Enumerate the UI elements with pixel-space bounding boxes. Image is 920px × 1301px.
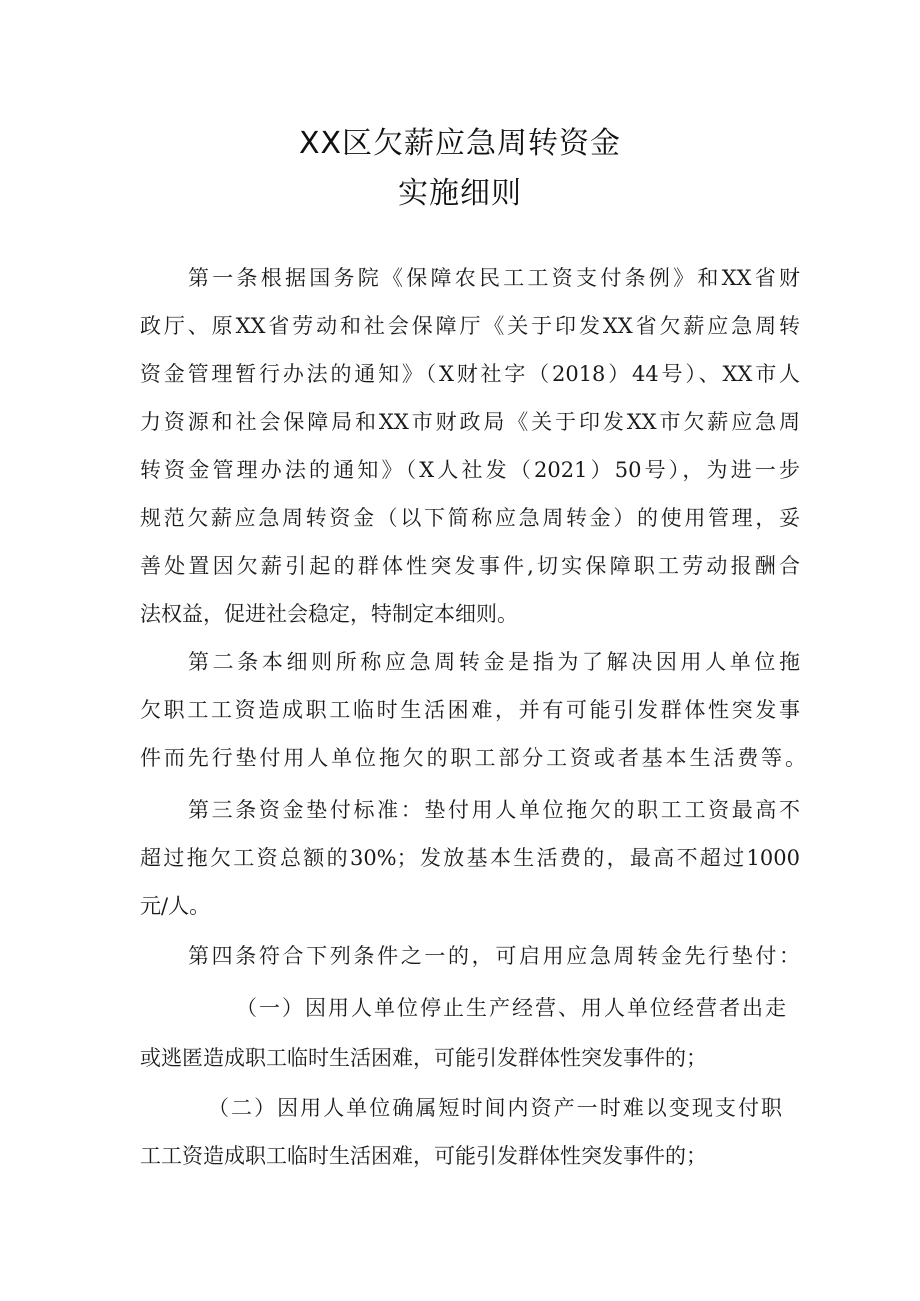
article2-line3: 件而先行垫付用人单位拖欠的职工部分工资或者基本生活费等。 xyxy=(140,746,806,770)
article4-item2-line2: 工工资造成职工临时生活困难，可能引发群体性突发事件的； xyxy=(140,1144,707,1168)
article2-line2: 欠职工工资造成职工临时生活困难，并有可能引发群体性突发事 xyxy=(140,698,800,722)
article1-line1: 第一条根据国务院《保障农民工工资支付条例》和XX省财 xyxy=(188,266,800,290)
article1-line7: 善处置因欠薪引起的群体性突发事件,切实保障职工劳动报酬合 xyxy=(140,554,800,578)
article1-line5: 转资金管理办法的通知》（X人社发（2021）50号），为进一步 xyxy=(140,458,800,482)
article1-line8: 法权益，促进社会稳定，特制定本细则。 xyxy=(140,602,518,626)
article4-item1-line1: （一）因用人单位停止生产经营、用人单位经营者出走 xyxy=(236,996,786,1020)
document-title-line1: XX区欠薪应急周转资金 xyxy=(298,126,622,161)
article1-line2: 政厅、原XX省劳动和社会保障厅《关于印发XX省欠薪应急周转 xyxy=(140,314,800,338)
article2-line1: 第二条本细则所称应急周转金是指为了解决因用人单位拖 xyxy=(188,650,800,674)
article1-line4: 力资源和社会保障局和XX市财政局《关于印发XX市欠薪应急周 xyxy=(140,410,800,434)
article3-line2: 超过拖欠工资总额的30%；发放基本生活费的，最高不超过1000 xyxy=(140,846,800,870)
article3-line1: 第三条资金垫付标准：垫付用人单位拖欠的职工工资最高不 xyxy=(188,798,800,822)
article4-item2-line1: （二）因用人单位确属短时间内资产一时难以变现支付职 xyxy=(208,1096,782,1120)
document-title-line2: 实施细则 xyxy=(398,176,522,211)
article3-line3: 元/人。 xyxy=(140,894,211,918)
article1-line6: 规范欠薪应急周转资金（以下简称应急周转金）的使用管理，妥 xyxy=(140,506,800,530)
article1-line3: 资金管理暂行办法的通知》（X财社字（2018）44号）、XX市人 xyxy=(140,362,800,386)
article4-item1-line2: 或逃匿造成职工临时生活困难，可能引发群体性突发事件的； xyxy=(140,1046,707,1070)
article4-line1: 第四条符合下列条件之一的，可启用应急周转金先行垫付： xyxy=(188,944,800,968)
